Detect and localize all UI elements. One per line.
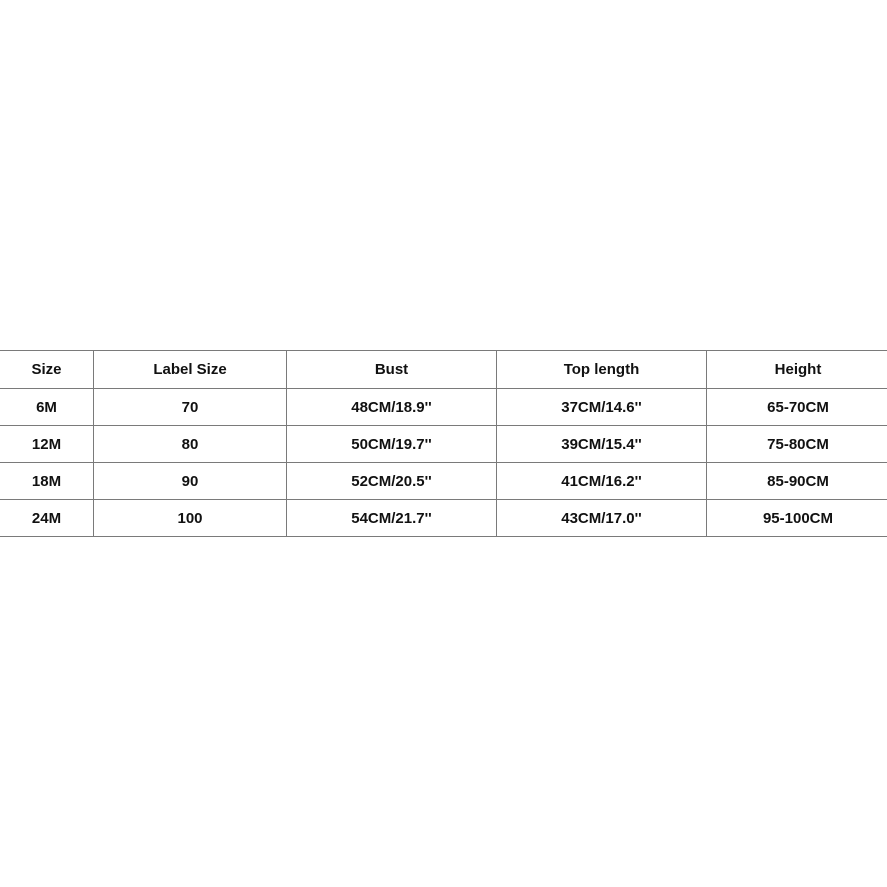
- cell-top-length: 43CM/17.0'': [497, 500, 707, 537]
- cell-height: 95-100CM: [707, 500, 887, 537]
- header-size: Size: [0, 351, 94, 389]
- cell-height: 85-90CM: [707, 463, 887, 500]
- cell-label-size: 100: [94, 500, 287, 537]
- cell-bust: 48CM/18.9'': [287, 389, 497, 426]
- table-row: [0, 389, 887, 426]
- cell-height: 75-80CM: [707, 426, 887, 463]
- cell-height: 65-70CM: [707, 389, 887, 426]
- cell-top-length: 39CM/15.4'': [497, 426, 707, 463]
- table-row: [0, 463, 887, 500]
- header-bust: Bust: [287, 351, 497, 389]
- cell-size: 12M: [0, 426, 94, 463]
- cell-label-size: 70: [94, 389, 287, 426]
- header-height: Height: [707, 351, 887, 389]
- header-label-size: Label Size: [94, 351, 287, 389]
- size-chart-table: [0, 350, 887, 537]
- cell-top-length: 37CM/14.6'': [497, 389, 707, 426]
- table-row: [0, 426, 887, 463]
- table-header-row: [0, 351, 887, 389]
- table-row: [0, 500, 887, 537]
- cell-bust: 52CM/20.5'': [287, 463, 497, 500]
- cell-bust: 54CM/21.7'': [287, 500, 497, 537]
- cell-top-length: 41CM/16.2'': [497, 463, 707, 500]
- header-top-length: Top length: [497, 351, 707, 389]
- cell-label-size: 90: [94, 463, 287, 500]
- cell-size: 6M: [0, 389, 94, 426]
- cell-bust: 50CM/19.7'': [287, 426, 497, 463]
- cell-size: 18M: [0, 463, 94, 500]
- cell-size: 24M: [0, 500, 94, 537]
- cell-label-size: 80: [94, 426, 287, 463]
